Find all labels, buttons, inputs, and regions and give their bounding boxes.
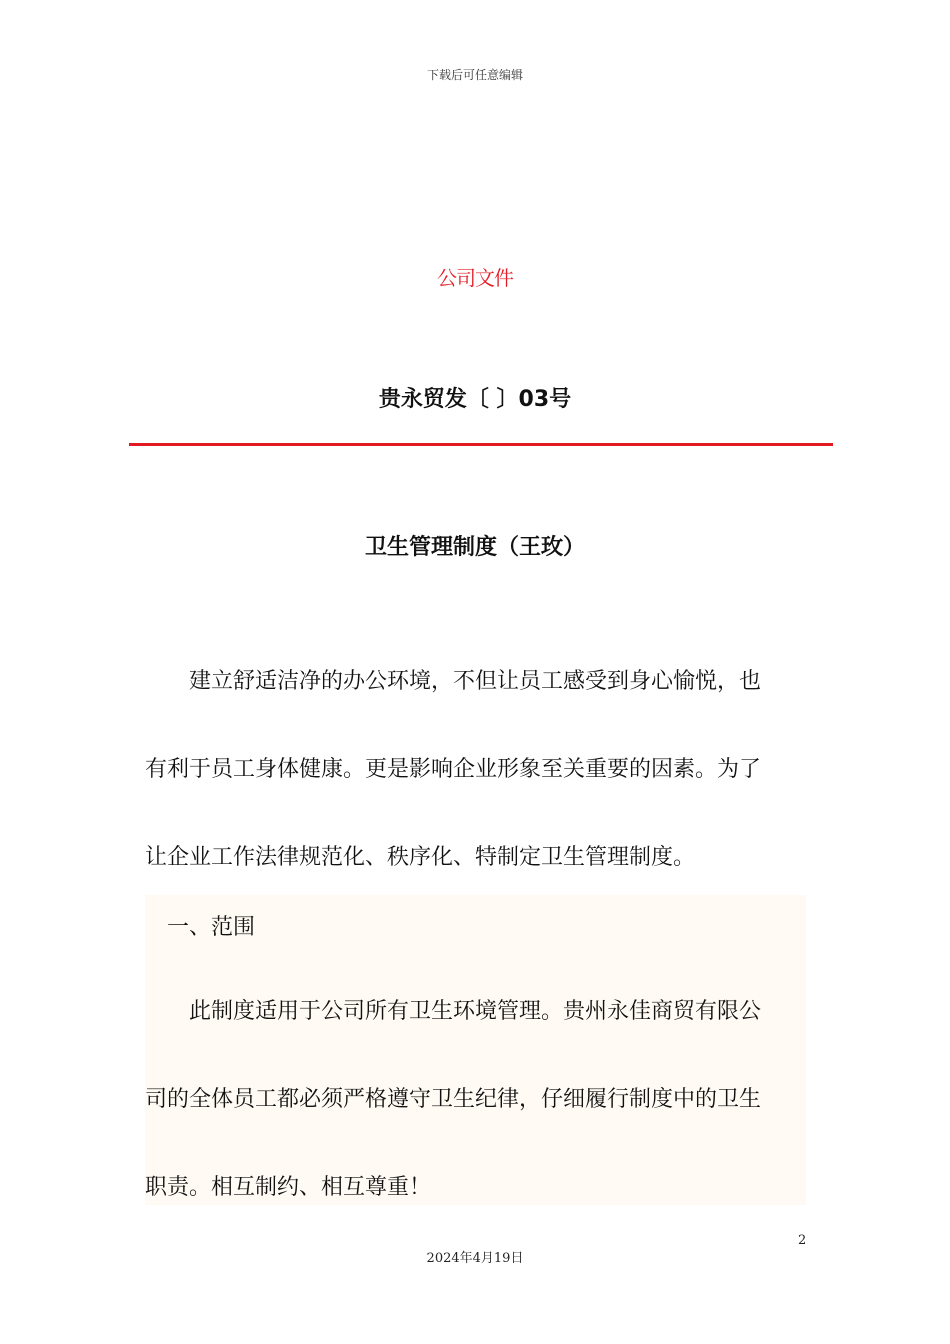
document-number: 贵永贸发〔 〕03号: [378, 387, 572, 412]
red-divider-rule: [129, 443, 833, 446]
section-line-1: 此制度适用于公司所有卫生环境管理。贵州永佳商贸有限公: [145, 999, 762, 1024]
intro-line-3: 让企业工作法律规范化、秩序化、特制定卫生管理制度。: [145, 845, 696, 870]
document-title: 卫生管理制度（王玫）: [364, 535, 585, 560]
section-heading-scope: 一、范围: [145, 915, 256, 940]
page-number: 2: [798, 1233, 807, 1248]
document-org-label: 公司文件: [437, 266, 513, 290]
section-shaded-block: [145, 895, 806, 1205]
footer-date: 2024年4月19日: [426, 1251, 524, 1266]
section-line-2: 司的全体员工都必须严格遵守卫生纪律，仔细履行制度中的卫生: [145, 1087, 762, 1112]
section-line-3: 职责。相互制约、相互尊重！: [145, 1175, 432, 1200]
intro-line-1: 建立舒适洁净的办公环境，不但让员工感受到身心愉悦，也: [145, 669, 762, 694]
intro-line-2: 有利于员工身体健康。更是影响企业形象至关重要的因素。为了: [145, 757, 762, 782]
page-header-note: 下载后可任意编辑: [426, 68, 523, 82]
